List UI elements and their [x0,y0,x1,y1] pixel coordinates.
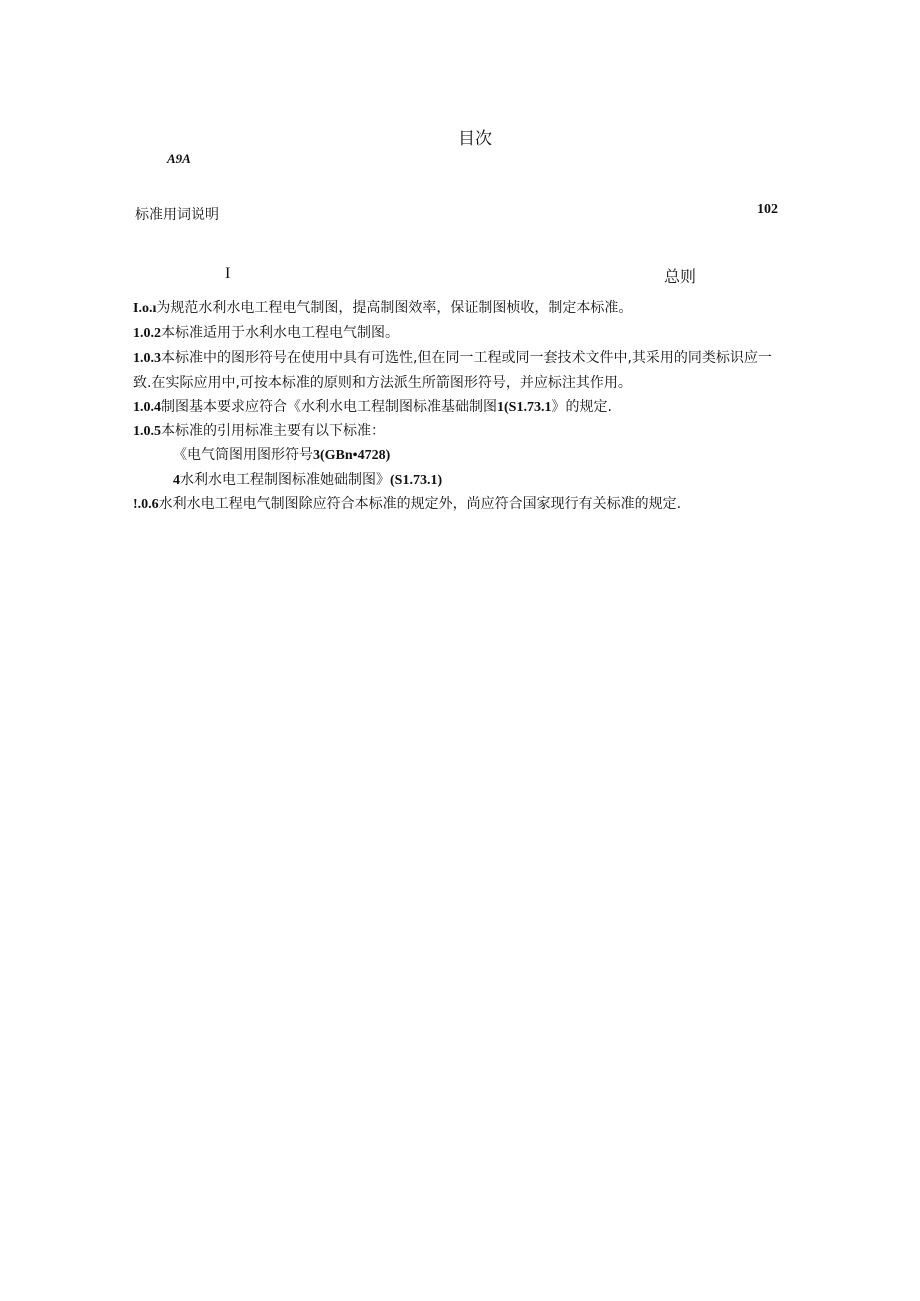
clause-number: !.0.6 [133,497,159,512]
clause-number: 1.0.3 [133,351,161,366]
clause-text: 为规范水利水电工程电气制图，提高制图效率，保证制图桢收，制定本标准。 [156,300,633,316]
clause-1-0-2 [133,323,399,344]
standard-name: 《电气筒图用图形符号 [173,447,313,463]
clause-1-0-4 [133,397,612,418]
clause-1-0-1 [133,298,632,319]
standard-code: (S1.73.1) [390,473,443,488]
toc-entry-page: 102 [757,202,778,217]
referenced-standard-1 [173,445,390,466]
clause-text: 制图基本要求应符合《水利水电工程制图标准基础制图 [161,399,497,415]
referenced-standard-2 [173,470,442,491]
standard-code: 3(GBn•4728) [313,448,391,463]
clause-number: 1.0.2 [133,326,161,341]
clause-number: 1.0.5 [133,424,161,439]
clause-1-0-6 [133,494,681,515]
clause-text: 本标准的引用标准主要有以下标准： [161,423,385,439]
clause-ref: 1(S1.73.1 [497,400,552,415]
clause-1-0-5 [133,421,385,442]
clause-1-0-3 [133,346,778,395]
clause-text: 水利水电工程电气制图除应符合本标准的规定外，尚应符合国家现行有关标准的规定. [158,496,682,512]
standard-name: 水利水电工程制图标准她础制图》 [180,472,390,488]
clause-text: 本标准适用于水利水电工程电气制图。 [161,325,399,341]
standard-index: 4 [173,473,180,488]
chapter-number: I [225,265,231,282]
toc-title: 目次 [458,129,492,149]
chapter-title: 总则 [664,267,697,286]
clause-number: 1.0.4 [133,400,161,415]
clause-number: I.o.ı [133,301,157,316]
page-mark: A9A [167,151,191,166]
toc-entry-label: 标准用词说明 [135,207,219,223]
clause-text: 本标准中的图形符号在使用中具有可选性,但在同一工程或同一套技术文件中,其采用的同类标识应一致.在实际应用中,可按本标准的原则和方法派生所箭图形符号，并应标注其作用。 [133,350,772,391]
clause-text-end: 》的规定. [551,399,612,415]
